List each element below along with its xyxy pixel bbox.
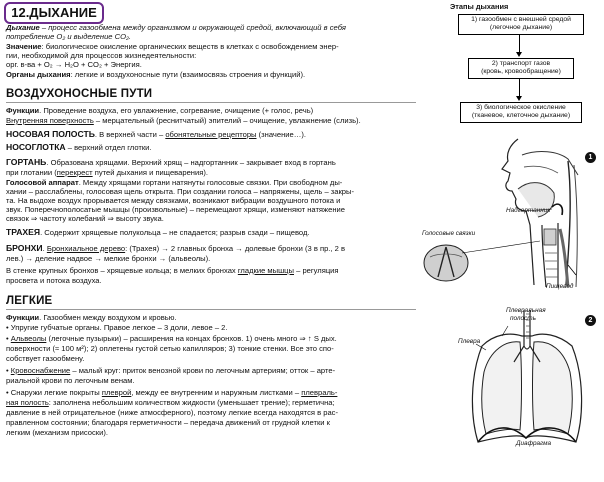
lungs-alveoli-3: собствует газообмену.	[6, 354, 85, 363]
bronchi-4: просвета и потока воздуха.	[6, 276, 102, 285]
pleural-cavity-label-line-2: полость	[510, 314, 536, 322]
lungs-pleura-2: ная полость: заполнена небольшим количеством жидкости (уменьшает трение); герметична;	[6, 398, 335, 407]
diaphragm-label: Диафрагма	[516, 440, 552, 447]
pleural-cavity-label	[506, 307, 546, 322]
stage-1-subtitle: (легочное дыхание)	[489, 24, 553, 32]
intro-line-6: Органы дыхания: легкие и воздухоносные пути (взаимосвязь строения и функций).	[6, 70, 306, 79]
vocal-apparatus-3: та. На выдохе воздух прорывается между связками, возникают вибрации воздушного потока и	[6, 196, 341, 205]
epiglottis-label: Надгортанник	[506, 207, 551, 214]
lungs-pleura-3: давление в ней отрицательное (ниже атмосферного), поэтому легкие всегда находятся в рас-	[6, 408, 339, 417]
stage-1-title: 1) газообмен с внешней средой	[471, 16, 571, 23]
pleura-label: Плевра	[458, 338, 481, 345]
larynx: ГОРТАНЬ. Образована хрящами. Верхний хрящ – надгортанник – закрывает вход в гортань	[6, 157, 336, 167]
vocal-apparatus-5: связок ⇒ частоту колебаний ⇒ высоту звука.	[6, 214, 164, 223]
bronchi: БРОНХИ. Бронхиальное дерево: (Трахея) → 2 главных бронха → долевые бронхи (3 в пр., 2 в	[6, 243, 345, 253]
lungs-rule	[6, 309, 416, 310]
nasal-cavity: НОСОВАЯ ПОЛОСТЬ. В верхней части – обонятельные рецепторы (значение…).	[6, 129, 306, 139]
stage-3-title: 3) биологическое окисление	[476, 104, 566, 111]
larynx-illustration	[418, 135, 590, 295]
intro-line-4: гии, необходимой для процессов жизнедеятельности:	[6, 51, 197, 60]
lungs-alveoli: • Альвеолы (легочные пузырьки) – расширения на концах бронхов. 1) очень много ⇒ ↑ S дых.	[6, 334, 337, 343]
stage-arrow-1	[519, 35, 520, 53]
vocal-apparatus-4: звук. Поперечнополосатые мышцы (произвольные) – перемещают хрящи, изменяют натяжение	[6, 205, 345, 214]
stage-2-subtitle: (кровь, кровообращение)	[481, 68, 561, 76]
lungs-blood-supply: • Кровоснабжение – малый круг: приток венозной крови по легочным артериям; отток – арте-	[6, 366, 336, 375]
intro-line-3: Значение: биологическое окисление органических веществ в клетках с освобождением энер-	[6, 42, 339, 51]
lungs-heading: ЛЕГКИЕ	[6, 295, 53, 307]
lungs-illustration	[462, 306, 592, 456]
figure-1-badge: 1	[585, 152, 596, 163]
lungs-pleura-4: правленном состоянии; благодаря герметичности – передача движений от грудной клетки к	[6, 418, 330, 427]
nasopharynx: НОСОГЛОТКА – верхний отдел глотки.	[6, 142, 152, 152]
vocal-apparatus: Голосовой аппарат. Между хрящами гортани натянуты голосовые связки. При свободном ды-	[6, 178, 343, 187]
stage-2-title: 2) транспорт газов	[491, 60, 551, 67]
larynx-2: при глотании (перекрест путей дыхания и пищеварения).	[6, 168, 208, 177]
airways-functions: Функции. Проведение воздуха, его увлажнение, согревание, очищение (+ голос, речь)	[6, 106, 314, 115]
airways-surface: Внутренняя поверхность – мерцательный (реснитчатый) эпителий – очищение, увлажнение (слизь).	[6, 116, 361, 125]
lungs-pleura: • Снаружи легкие покрыты плеврой, между ее внутренним и наружным листками – плевраль-	[6, 388, 338, 397]
figure-2-badge: 2	[585, 315, 596, 326]
stage-1-box	[458, 14, 584, 35]
intro-formula: орг. в-ва + O₂ → H₂O + CO₂ + Энергия.	[6, 60, 142, 69]
airways-rule	[6, 102, 416, 103]
lungs-blood-supply-2: риальной крови по легочным венам.	[6, 376, 135, 385]
vocal-cords-label: Голосовые связки	[422, 230, 476, 237]
lungs-pleura-5: легким (механизм присоски).	[6, 428, 108, 437]
stage-3-box	[460, 102, 582, 123]
esophagus-label: Пищевод	[546, 283, 574, 290]
lungs-bullet-1: • Упругие губчатые органы. Правое легкое – 3 доли, левое – 2.	[6, 323, 228, 332]
stages-heading: Этапы дыхания	[450, 2, 509, 11]
lungs-functions: Функции. Газообмен между воздухом и кровью.	[6, 313, 177, 322]
bronchi-3: В стенке крупных бронхов – хрящевые кольца; в мелких бронхах гладкие мышцы – регуляция	[6, 266, 339, 275]
lungs-alveoli-2: поверхности (≈ 100 м²); 2) оплетены густой сетью капилляров; 3) тонкие стенки. Все это спо-	[6, 344, 334, 353]
bronchi-2: лев.) → деление надвое → мелкие бронхи → (альвеолы).	[6, 254, 211, 263]
intro-line-2: потребление O₂ и выделение CO₂.	[6, 32, 132, 41]
intro-line-1: Дыхание – процесс газообмена между организмом и окружающей средой, включающий в себя	[6, 23, 346, 32]
stage-2-box	[468, 58, 574, 79]
stage-arrow-2	[519, 79, 520, 97]
stage-3-subtitle: (тканевое, клеточное дыхание)	[471, 112, 571, 120]
page-title: 12.ДЫХАНИЕ	[4, 2, 104, 24]
pleural-cavity-label-line-1: Плевральная	[506, 307, 546, 314]
vocal-apparatus-2: хании – расслаблены, голосовая щель открыта. При создании голоса – напряжены, щель – закры-	[6, 187, 355, 196]
airways-heading: ВОЗДУХОНОСНЫЕ ПУТИ	[6, 88, 153, 100]
trachea: ТРАХЕЯ. Содержит хрящевые полукольца – не спадается; разрыв сзади – пищевод.	[6, 227, 310, 237]
